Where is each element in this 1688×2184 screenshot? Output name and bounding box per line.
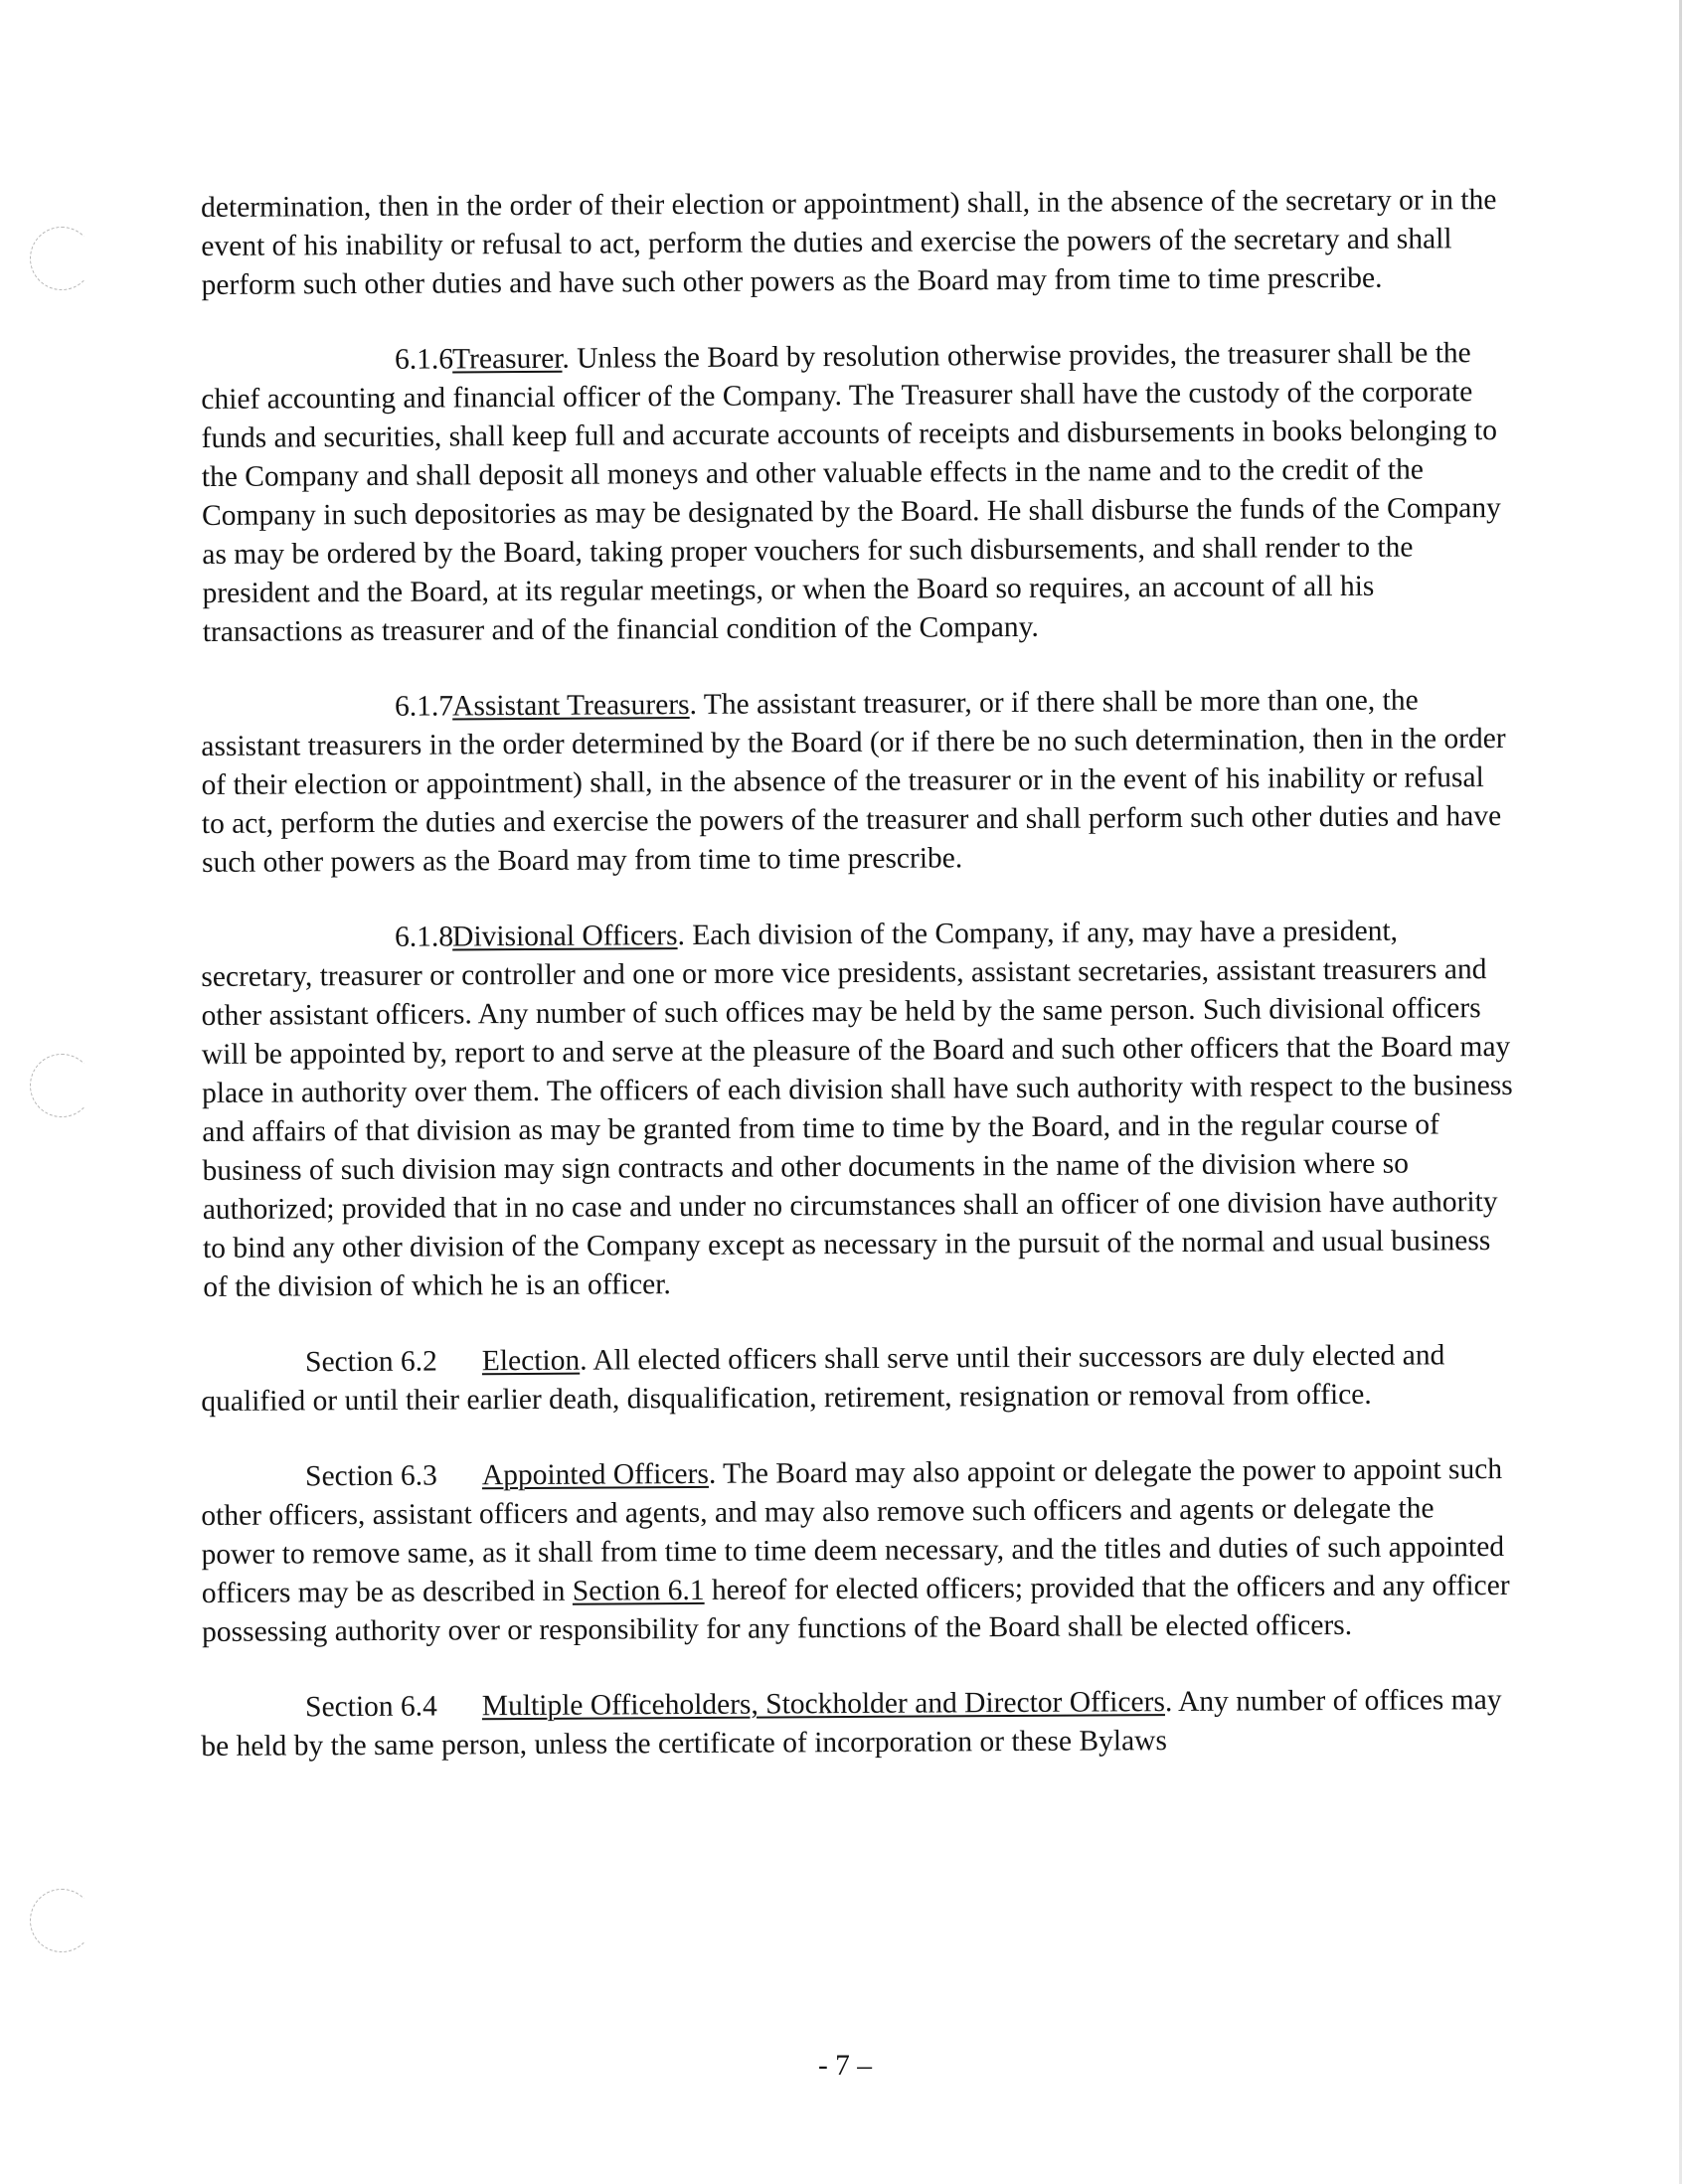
page-number: - 7 –: [817, 2050, 873, 2082]
paragraph-text: . Each division of the Company, if any, may have a president, secretary, treasurer or controller and one or more vice presidents, assistant secretaries, assistant treasurers and other assistant officers. Any number of such offices may be held by the same person. Such divisional officers will be appointed by, report to and serve at the pleasure of the Board and such other officers that the Board may place in authority over them. The officers of each division shall have such authority with respect to the business and affairs of that division as may be granted from time to time by the Board, and in the regular course of business of such division may sign contracts and other documents in the name of the division where so authorized; provided that in no case and under no circumstances shall an officer of one division have authority to bind any other division of the Company except as necessary in the pursuit of the normal and usual business of the division of which he is an officer.: [201, 915, 1513, 1303]
paragraph-text: . The assistant treasurer, or if there shall be more than one, the assistant treasurers in the order determined by the Board (or if there be no such determination, then in the order of their election or appointment) shall, in the absence of the treasurer or in the event of his inability or refusal to act, perform the duties and exercise the powers of the treasurer and shall perform such other duties and have such other powers as the Board may from time to time prescribe.: [201, 684, 1506, 879]
paragraph-text: . The Board may also appoint or delegate the power to appoint such other officers, assistant officers and agents, and may also remove such officers and agents or delegate the power to remove same, as it shall from time to time deem necessary, and the titles and duties of such appointed officers may be as described in: [201, 1453, 1505, 1609]
section-label: Section 6.2: [305, 1345, 437, 1379]
paragraph-text: . All elected officers shall serve until their successors are duly elected and qualified or until their earlier death, disqualification, retirement, resignation or removal from office.: [201, 1339, 1445, 1418]
paragraph-assistant-treasurers: [201, 681, 1514, 883]
section-heading: Assistant Treasurers: [452, 688, 690, 723]
section-number: 6.1.6: [395, 343, 454, 376]
scan-edge-shadow: [1679, 0, 1682, 2184]
section-heading: Treasurer: [452, 342, 563, 376]
section-label: Section 6.3: [305, 1459, 437, 1493]
paragraph-treasurer: [201, 334, 1515, 652]
body-text: [201, 184, 1513, 1803]
paragraph-text: determination, then in the order of their election or appointment) shall, in the absence of the secretary or in the event of his inability or refusal to act, perform the duties and exercise the powers of the secretary and shall perform such other duties and have such other powers as the Board may from time to time prescribe.: [201, 184, 1497, 301]
paragraph-secretary-continued: [201, 181, 1514, 305]
section-label: Section 6.4: [305, 1690, 437, 1724]
paragraph-text: hereof for elected officers; provided that the officers and any officer possessing authority over or responsibility for any functions of the Board shall be elected officers.: [201, 1569, 1510, 1648]
section-number: 6.1.7: [395, 690, 454, 723]
section-cross-reference: Section 6.1: [572, 1574, 705, 1607]
section-heading: Divisional Officers: [452, 920, 678, 953]
section-heading: Multiple Officeholders, Stockholder and Director Officers: [481, 1686, 1165, 1723]
section-heading: Election: [481, 1344, 581, 1378]
paragraph-multiple-officeholders: [201, 1681, 1513, 1766]
punch-hole-middle: [30, 1054, 93, 1117]
section-number: 6.1.8: [395, 921, 454, 953]
section-heading: Appointed Officers: [481, 1457, 709, 1492]
punch-hole-top: [30, 227, 93, 290]
punch-hole-bottom: [30, 1889, 93, 1952]
paragraph-text: . Any number of offices may be held by the same person, unless the certificate of incorporation or these Bylaws: [201, 1684, 1502, 1763]
paragraph-divisional-officers: [201, 912, 1515, 1307]
paragraph-text: . Unless the Board by resolution otherwise provides, the treasurer shall be the chief accounting and financial officer of the Company. The Treasurer shall have the custody of the corporate funds and securities, shall keep full and accurate accounts of receipts and disbursements in books belonging to the Company and shall deposit all moneys and other valuable effects in the name and to the credit of the Company in such depositories as may be designated by the Board. He shall disburse the funds of the Company as may be ordered by the Board, taking proper vouchers for such disbursements, and shall render to the president and the Board, at its regular meetings, or when the Board so requires, an account of all his transactions as treasurer and of the financial condition of the Company.: [201, 337, 1501, 648]
paragraph-election: [201, 1336, 1513, 1422]
paragraph-appointed-officers: [201, 1450, 1514, 1652]
